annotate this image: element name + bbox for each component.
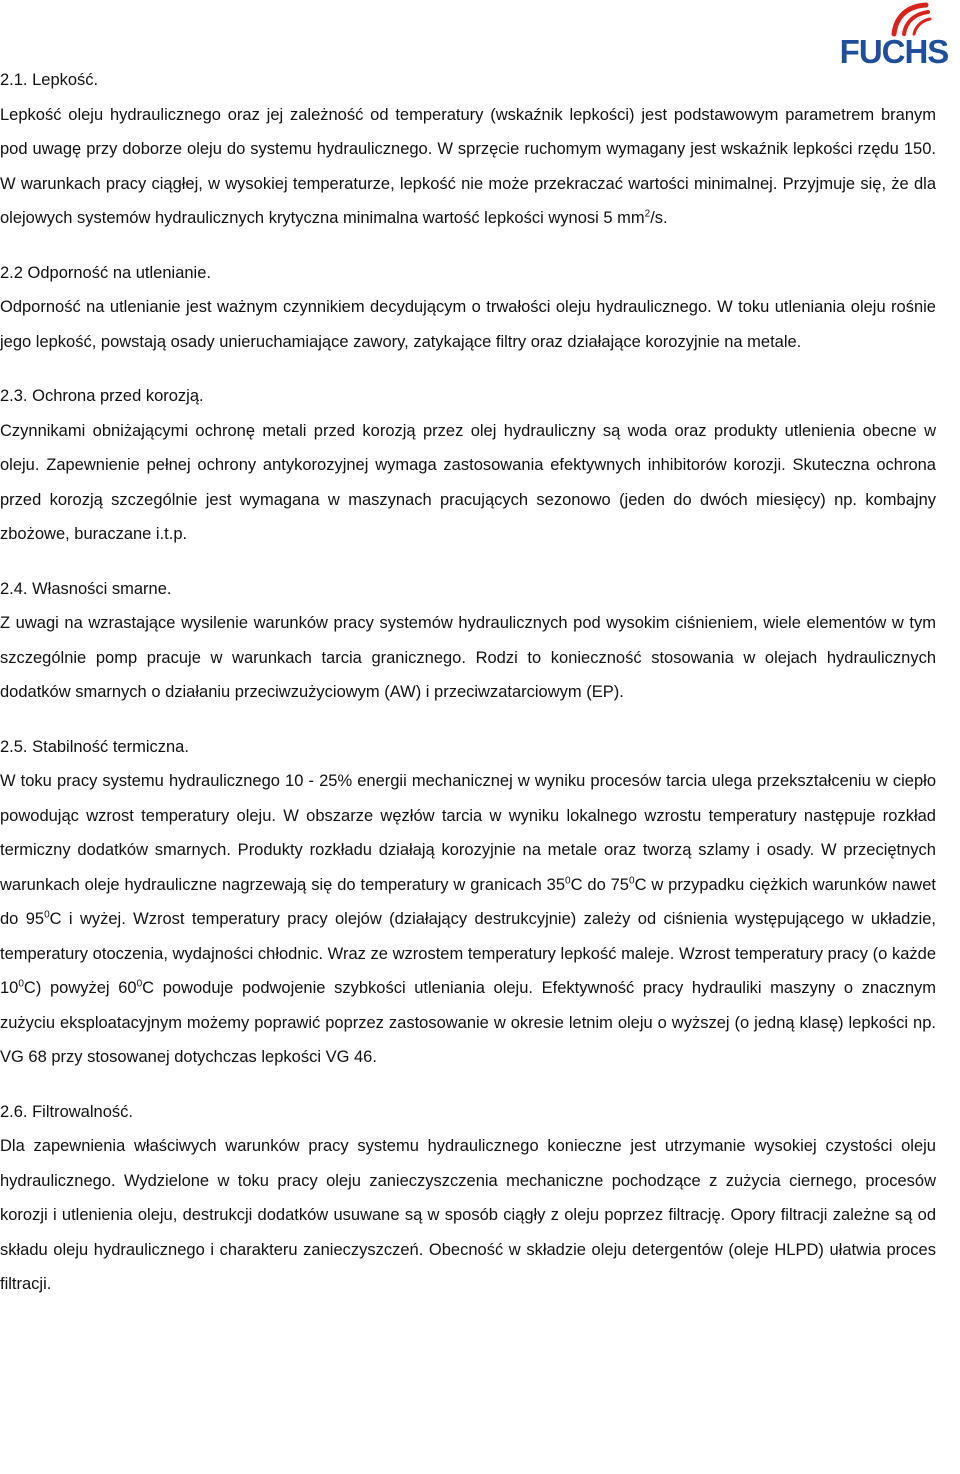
section-lubricity bbox=[0, 572, 936, 710]
section-oxidation-resistance bbox=[0, 256, 936, 360]
section-corrosion-protection bbox=[0, 379, 936, 552]
superscript: 0 bbox=[44, 909, 50, 921]
fuchs-logo bbox=[832, 2, 956, 68]
section-heading: 2.1. Lepkość. bbox=[0, 71, 99, 89]
section-thermal-stability bbox=[0, 730, 936, 1075]
section-viscosity bbox=[0, 63, 936, 236]
superscript: 0 bbox=[565, 875, 571, 886]
section-heading: 2.5. Stabilność termiczna. bbox=[0, 737, 189, 756]
superscript: 2 bbox=[644, 208, 651, 220]
section-heading: 2.4. Własności smarne. bbox=[0, 579, 172, 598]
section-heading: 2.6. Filtrowalność. bbox=[0, 1102, 133, 1121]
section-heading: 2.2 Odporność na utlenianie. bbox=[0, 263, 211, 282]
section-paragraph: W toku pracy systemu hydraulicznego 10 - 25% energii mechanicznej w wyniku procesów tarcia ulega przekształceniu w ciepło powodując wzrost temperatury oleju. W obszarze węzłów tarcia w wyniku lokalnego wzrostu temperatury następuje rozkład termiczny dodatków smarnych. Produkty rozkładu działają korozyjnie na metale oraz tworzą szlamy i osady. W przeciętnych warunkach oleje hydrauliczne nagrzewają się do temperatury w granicach $35^0C$ do $75^0C$ w przypadku ciężkich warunków nawet do $95^0C$ i wyżej. Wzrost temperatury pracy olejów (działający destrukcyjnie) zależy od ciśnienia występującego w układzie, temperatury otoczenia, wydajności chłodnic. Wraz ze wzrostem temperatury lepkość maleje. Wzrost temperatury pracy (o każde $10^0C$) powyżej $60^0C$ powoduje podwojenie szybkości utleniania oleju. Efektywność pracy hydrauliki maszyny o znacznym zużyciu eksploatacyjnym możemy poprawić poprzez zastosowanie w okresie letnim oleju o wyższej (o jedną klasę) lepkości np. VG 68 przy stosowanej dotychczas lepkości VG 46. bbox=[0, 772, 936, 1066]
section-heading: 2.3. Ochrona przed korozją. bbox=[0, 387, 204, 405]
superscript: 0 bbox=[18, 978, 24, 990]
section-filterability bbox=[0, 1095, 936, 1302]
section-paragraph: Czynnikami obniżającymi ochronę metali przed korozją przez olej hydrauliczny są woda oraz produkty utlenienia obecne w oleju. Zapewnienie pełnej ochrony antykorozyjnej wymaga zastosowania efektywnych inhibitorów korozji. Skuteczna ochrona przed korozją szczególnie jest wymagana w maszynach pracujących sezonowo (jeden do dwóch miesięcy) np. kombajny zbożowe, buraczane i.t.p. bbox=[0, 421, 936, 543]
document-body bbox=[0, 63, 936, 1322]
section-paragraph: Z uwagi na wzrastające wysilenie warunków pracy systemów hydraulicznych pod wysokim ciśnieniem, wiele elementów w tym szczególnie pomp pracuje w warunkach tarcia granicznego. Rodzi to konieczność stosowania w olejach hydraulicznych dodatków smarnych o działaniu przeciwzużyciowym (AW) i przeciwzatarciowym (EP). bbox=[0, 614, 936, 701]
superscript: 0 bbox=[629, 875, 635, 886]
logo-wordmark: FUCHS bbox=[839, 33, 949, 70]
section-paragraph: Dla zapewnienia właściwych warunków pracy systemu hydraulicznego konieczne jest utrzymanie wysokiej czystości oleju hydraulicznego. Wydzielone w toku pracy oleju zanieczyszczenia mechaniczne pochodzące z zużycia ciernego, procesów korozji i utlenienia oleju, destrukcji dodatków usuwane są w sposób ciągły z oleju poprzez filtrację. Opory filtracji zależne są od składu oleju hydraulicznego i charakteru zanieczyszczeń. Obecność w składzie oleju detergentów (oleje HLPD) ułatwia proces filtracji. bbox=[0, 1137, 936, 1293]
superscript: 0 bbox=[136, 978, 143, 990]
section-paragraph: Odporność na utlenianie jest ważnym czynnikiem decydującym o trwałości oleju hydraulicznego. W toku utleniania oleju rośnie jego lepkość, powstają osady unieruchamiające zawory, zatykające filtry oraz działające korozyjnie na metale. bbox=[0, 298, 936, 351]
section-paragraph: Lepkość oleju hydraulicznego oraz jej zależność od temperatury (wskaźnik lepkości) jest podstawowym parametrem branym pod uwagę przy doborze oleju do systemu hydraulicznego. W sprzęcie ruchomym wymagany jest wskaźnik lepkości rzędu 150. W warunkach pracy ciągłej, w wysokiej temperaturze, lepkość nie może przekraczać wartości minimalnej. Przyjmuje się, że dla olejowych systemów hydraulicznych krytyczna minimalna wartość lepkości wynosi 5 $mm^2/s$. bbox=[0, 105, 936, 227]
